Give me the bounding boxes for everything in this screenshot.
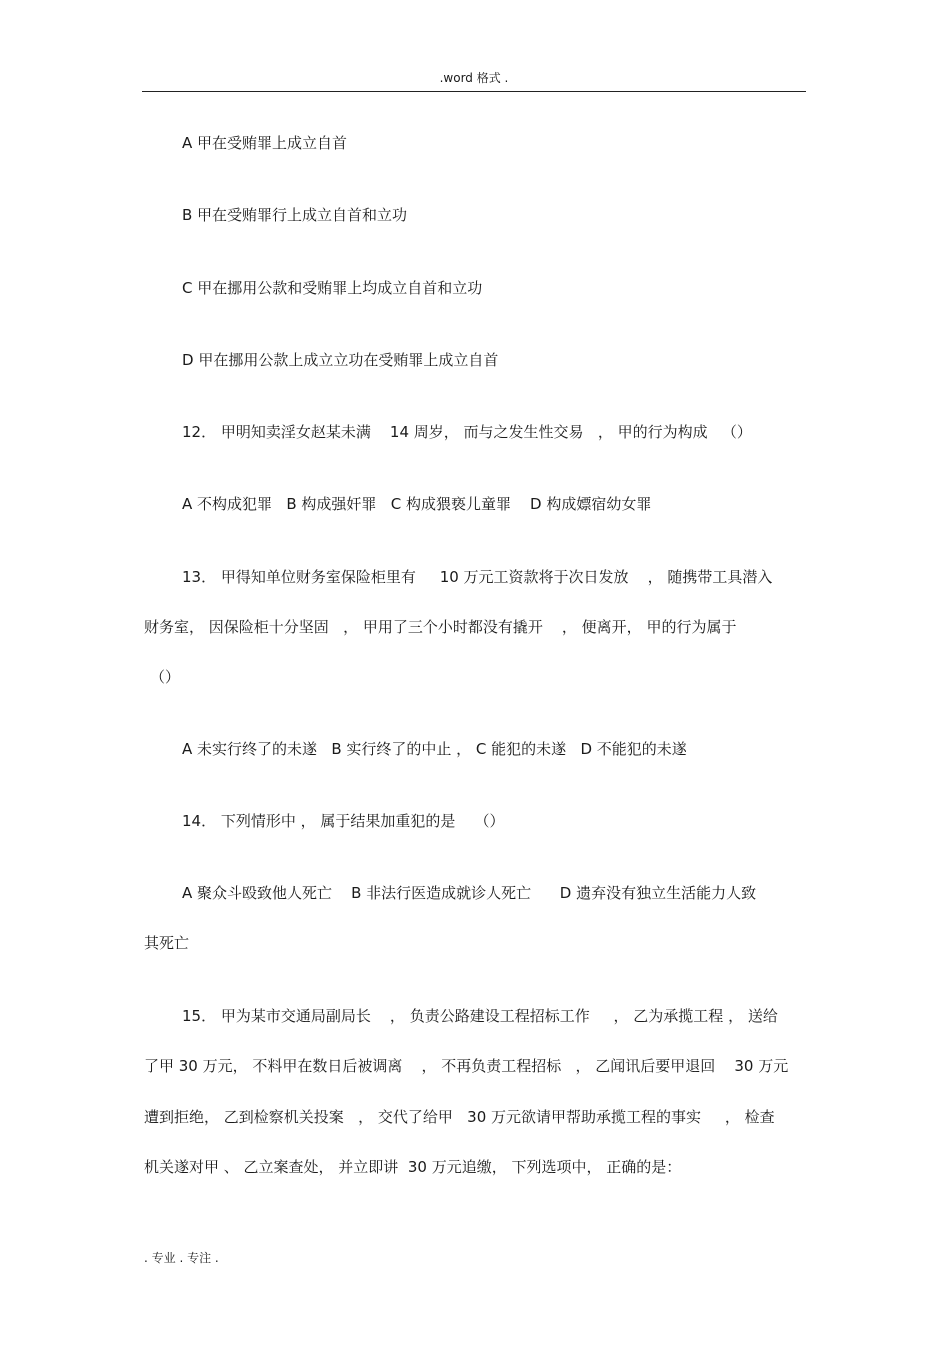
option-a-q11: A 甲在受贿罪上成立自首 [182, 134, 348, 152]
option-d-q11: D 甲在挪用公款上成立立功在受贿罪上成立自首 [182, 351, 499, 369]
question-15-line-3: 遭到拒绝， 乙到检察机关投案 ， 交代了给甲 30 万元欲请甲帮助承揽工程的事实 ， 检查 [144, 1108, 775, 1126]
question-13-line-2: 财务室， 因保险柜十分坚固 ， 甲用了三个小时都没有撬开 ， 便离开， 甲的行为属于 [144, 618, 737, 636]
page-footer: . 专业 . 专注 . [144, 1251, 219, 1265]
question-13-line-1: 13． 甲得知单位财务室保险柜里有 10 万元工资款将于次日发放 ， 随携带工具潜入 [182, 568, 773, 586]
options-q14-line-2: 其死亡 [144, 934, 190, 952]
question-15-line-1: 15． 甲为某市交通局副局长 ， 负责公路建设工程招标工作 ， 乙为承揽工程 ， 送给 [182, 1007, 778, 1025]
option-c-q11: C 甲在挪用公款和受贿罪上均成立自首和立功 [182, 279, 483, 297]
question-14: 14． 下列情形中 ， 属于结果加重犯的是 （） [182, 812, 505, 830]
question-15-line-2: 了甲 30 万元， 不料甲在数日后被调离 ， 不再负责工程招标 ， 乙闻讯后要甲退回 30 万元 [144, 1057, 789, 1075]
question-15-line-4: 机关遂对甲 、 乙立案查处， 并立即讲 30 万元追缴， 下列选项中， 正确的是： [144, 1158, 682, 1176]
header-divider [142, 91, 806, 92]
options-q13: A 未实行终了的未遂 B 实行终了的中止 ， C 能犯的未遂 D 不能犯的未遂 [182, 740, 687, 758]
option-b-q11: B 甲在受贿罪行上成立自首和立功 [182, 206, 408, 224]
page-header: .word 格式 . [439, 71, 509, 85]
options-q12: A 不构成犯罪 B 构成强奸罪 C 构成猥亵儿童罪 D 构成嫖宿幼女罪 [182, 495, 652, 513]
question-13-line-3: （） [150, 668, 181, 686]
options-q14-line-1: A 聚众斗殴致他人死亡 B 非法行医造成就诊人死亡 D 遗弃没有独立生活能力人致 [182, 884, 757, 902]
question-12: 12． 甲明知卖淫女赵某未满 14 周岁， 而与之发生性交易 ， 甲的行为构成 （） [182, 423, 752, 441]
